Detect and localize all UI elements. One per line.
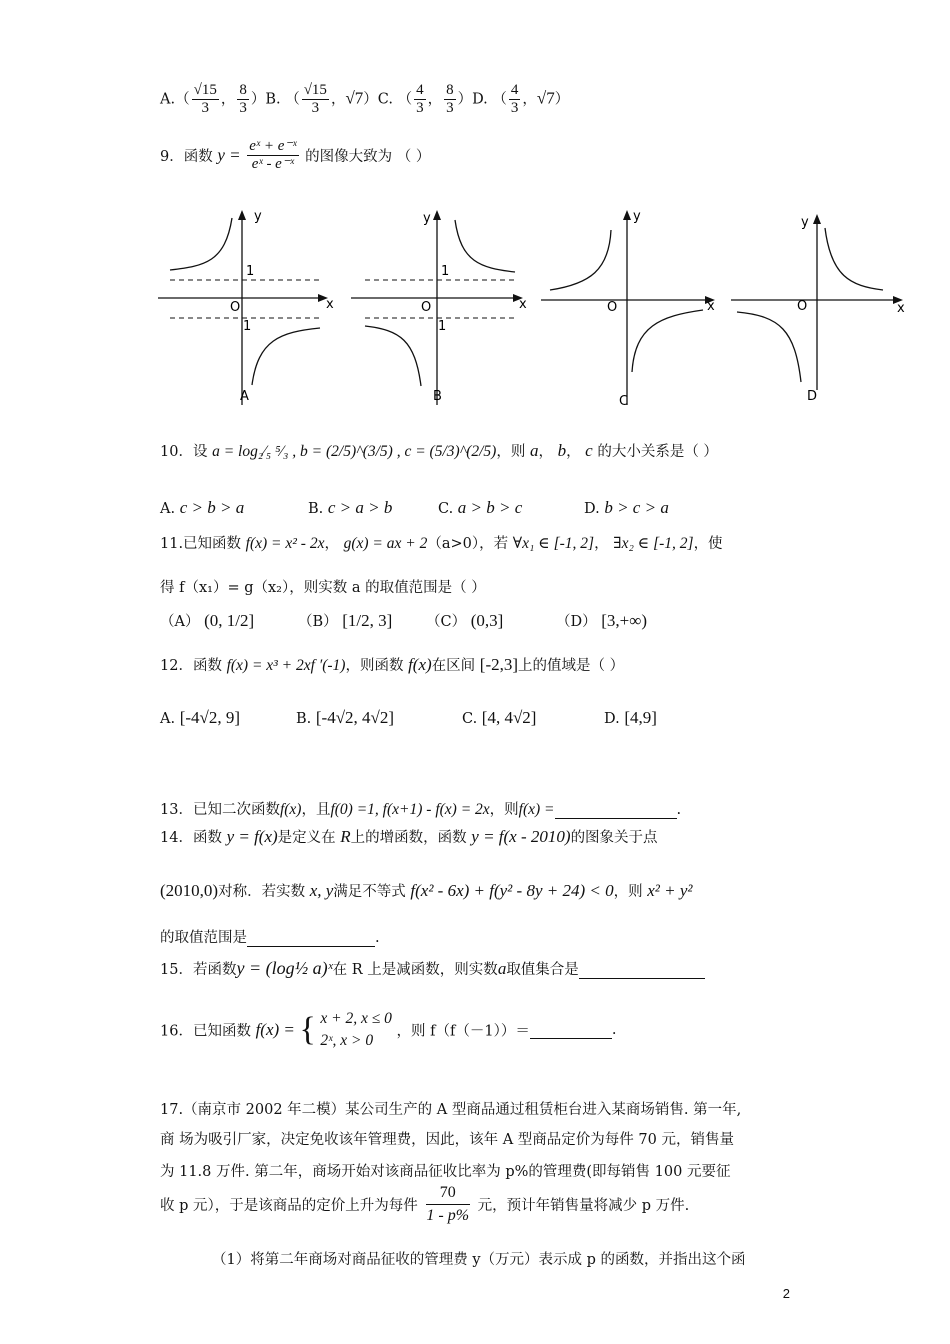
q17-line1: 17.（南京市 2002 年二模）某公司生产的 A 型商品通过租赁柜台进入某商场销售. 第一年, — [160, 1102, 742, 1118]
graph-d-y: y — [801, 215, 809, 230]
q13-blank[interactable] — [555, 802, 677, 819]
graph-c-x: x — [707, 299, 715, 314]
q9-formula: $\frac{\text{eˣ + e⁻ˣ}}{\text{eˣ - e⁻ˣ}}$ — [249, 138, 297, 172]
graph-b-one-top: 1 — [441, 264, 450, 279]
q10-formula: a = log₂⁄₅ ⁵⁄₃ , b = (2/5)^(3/5) , c = (5/3)^(2/5) — [212, 443, 497, 460]
q8-b-right: √7 — [345, 88, 364, 108]
q8-d-left: $\frac{4}{3}$ — [510, 82, 519, 116]
q12-option-a: A. [-4√2, 9] — [160, 708, 241, 727]
graph-a-x: x — [326, 297, 334, 312]
q8-d-right: √7 — [536, 88, 555, 108]
q17-line3: 为 11.8 万件. 第二年，商场开始对该商品征收比率为 p%的管理费(即每销售 100 元要征 — [160, 1164, 731, 1180]
graph-c-o: O — [607, 300, 618, 315]
q14-line3: 的取值范围是 . — [160, 930, 380, 946]
graph-b-o: O — [421, 300, 432, 315]
q10-option-a: A. c > b > a — [160, 498, 245, 517]
q17-line4: 收 p 元），于是该商品的定价上升为每件 $\frac{70}{1 - p\%}$ 元，预计年销售量将减少 p 万件. — [160, 1182, 689, 1227]
q8-options: A.（ $\frac{√15}{3}$ ， $\frac{8}{3}$ ）B. （ $\frac{√15}{3}$ ，√7）C. （ $\frac{4}{3}$ ， $\frac{8}{3}$ ）D. （ $\frac{4}{3}$ ，√7） — [160, 82, 570, 116]
q17-line5: （1）将第二年商场对商品征收的管理费 y（万元）表示成 p 的函数，并指出这个函 — [212, 1252, 746, 1268]
q17-line2: 商 场为吸引厂家，决定免收该年管理费，因此，该年 A 型商品定价为每件 70 元，销售量 — [160, 1132, 734, 1148]
q11-line2: 得 f（x₁）= g（x₂），则实数 a 的取值范围是（ ） — [160, 580, 486, 596]
q16-blank[interactable] — [530, 1022, 612, 1039]
graph-b-one-bottom: 1 — [438, 319, 447, 334]
graph-d — [725, 200, 915, 410]
q11-option-d: （D） [3,+∞) — [556, 611, 648, 630]
q12-stem: 12．函数 f(x) = x³ + 2xf ′(-1)，则函数 f(x)在区间 [-2,3]上的值域是（ ） — [160, 655, 625, 674]
graph-a-y: y — [254, 209, 262, 224]
q17-price-fraction: $\frac{70}{1 - p\%}$ — [426, 1184, 470, 1224]
q10-option-d: D. b > c > a — [584, 498, 669, 517]
graph-c-label: C — [619, 394, 629, 409]
page-number: 2 — [782, 1286, 790, 1301]
q14-line1: 14．函数 y = f(x)是定义在 R上的增函数，函数 y = f(x - 2010)的图象关于点 — [160, 827, 658, 846]
q10-option-c: C. a > b > c — [438, 498, 523, 517]
graph-c — [535, 200, 725, 410]
q12-option-b: B. [-4√2, 4√2] — [296, 708, 395, 727]
graph-a-one-top: 1 — [246, 264, 255, 279]
q14-line2: (2010,0)对称．若实数 x, y满足不等式 f(x² - 6x) + f(y² - 8y + 24) < 0，则 x² + y² — [160, 881, 693, 900]
q13: 13．已知二次函数f(x)，且f(0) =1, f(x+1) - f(x) = 2x，则f(x) = . — [160, 801, 682, 818]
q11-option-b: （B） [1/2, 3] — [298, 611, 393, 630]
q16-cases: x + 2, x ≤ 0 2ˣ, x > 0 — [320, 1010, 392, 1049]
q8-b-left: $\frac{√15}{3}$ — [303, 82, 327, 116]
graph-b-x: x — [519, 297, 527, 312]
q10-option-b: B. c > a > b — [308, 498, 393, 517]
graph-d-o: O — [797, 299, 808, 314]
q15: 15．若函数y = (log½ a)ˣ在 R 上是减函数，则实数a取值集合是 — [160, 958, 705, 979]
q8-c-right: $\frac{8}{3}$ — [446, 82, 454, 116]
q11-stem: 11.已知函数 f(x) = x² - 2x， g(x) = ax + 2（a>0），若 ∀x₁ ∈ [-1, 2]， ∃x₂ ∈ [-1, 2]，使 — [160, 535, 723, 552]
graph-d-x: x — [897, 301, 905, 316]
q11-option-c: （C） (0,3] — [426, 611, 504, 630]
graph-a-o: O — [230, 300, 241, 315]
graph-d-label: D — [807, 389, 818, 404]
graph-a-one-bottom: 1 — [243, 319, 252, 334]
q16-brace: { — [299, 1011, 316, 1048]
q10-stem: 10．设 a = log₂⁄₅ ⁵⁄₃ , b = (2/5)^(3/5) , c = (5/3)^(2/5)，则 a， b， c 的大小关系是（ ） — [160, 441, 718, 460]
graph-b — [345, 200, 535, 410]
q14-blank[interactable] — [247, 930, 375, 947]
graph-c-y: y — [633, 209, 641, 224]
q8-c-left: $\frac{4}{3}$ — [416, 82, 424, 116]
q9-stem: 9．函数 y = $\frac{\text{eˣ + e⁻ˣ}}{\text{eˣ - e⁻ˣ}}$ 的图像大致为 （ ） — [160, 138, 431, 172]
graph-b-label: B — [433, 389, 442, 404]
q8-a-right: $\frac{8}{3}$ — [239, 82, 247, 116]
q8-a-left: $\frac{√15}{3}$ — [193, 82, 217, 116]
graph-a — [150, 200, 340, 410]
q11-option-a: （A） (0, 1/2] — [160, 611, 255, 630]
graph-a-label: A — [240, 389, 249, 404]
q16: 16．已知函数 f(x) = { x + 2, x ≤ 0 2ˣ, x > 0 ，则 f（f（－1））＝ . — [160, 1008, 616, 1052]
q15-blank[interactable] — [579, 962, 705, 979]
q12-option-c: C. [4, 4√2] — [462, 708, 537, 727]
q12-option-d: D. [4,9] — [604, 708, 657, 727]
graph-b-y: y — [423, 211, 431, 226]
